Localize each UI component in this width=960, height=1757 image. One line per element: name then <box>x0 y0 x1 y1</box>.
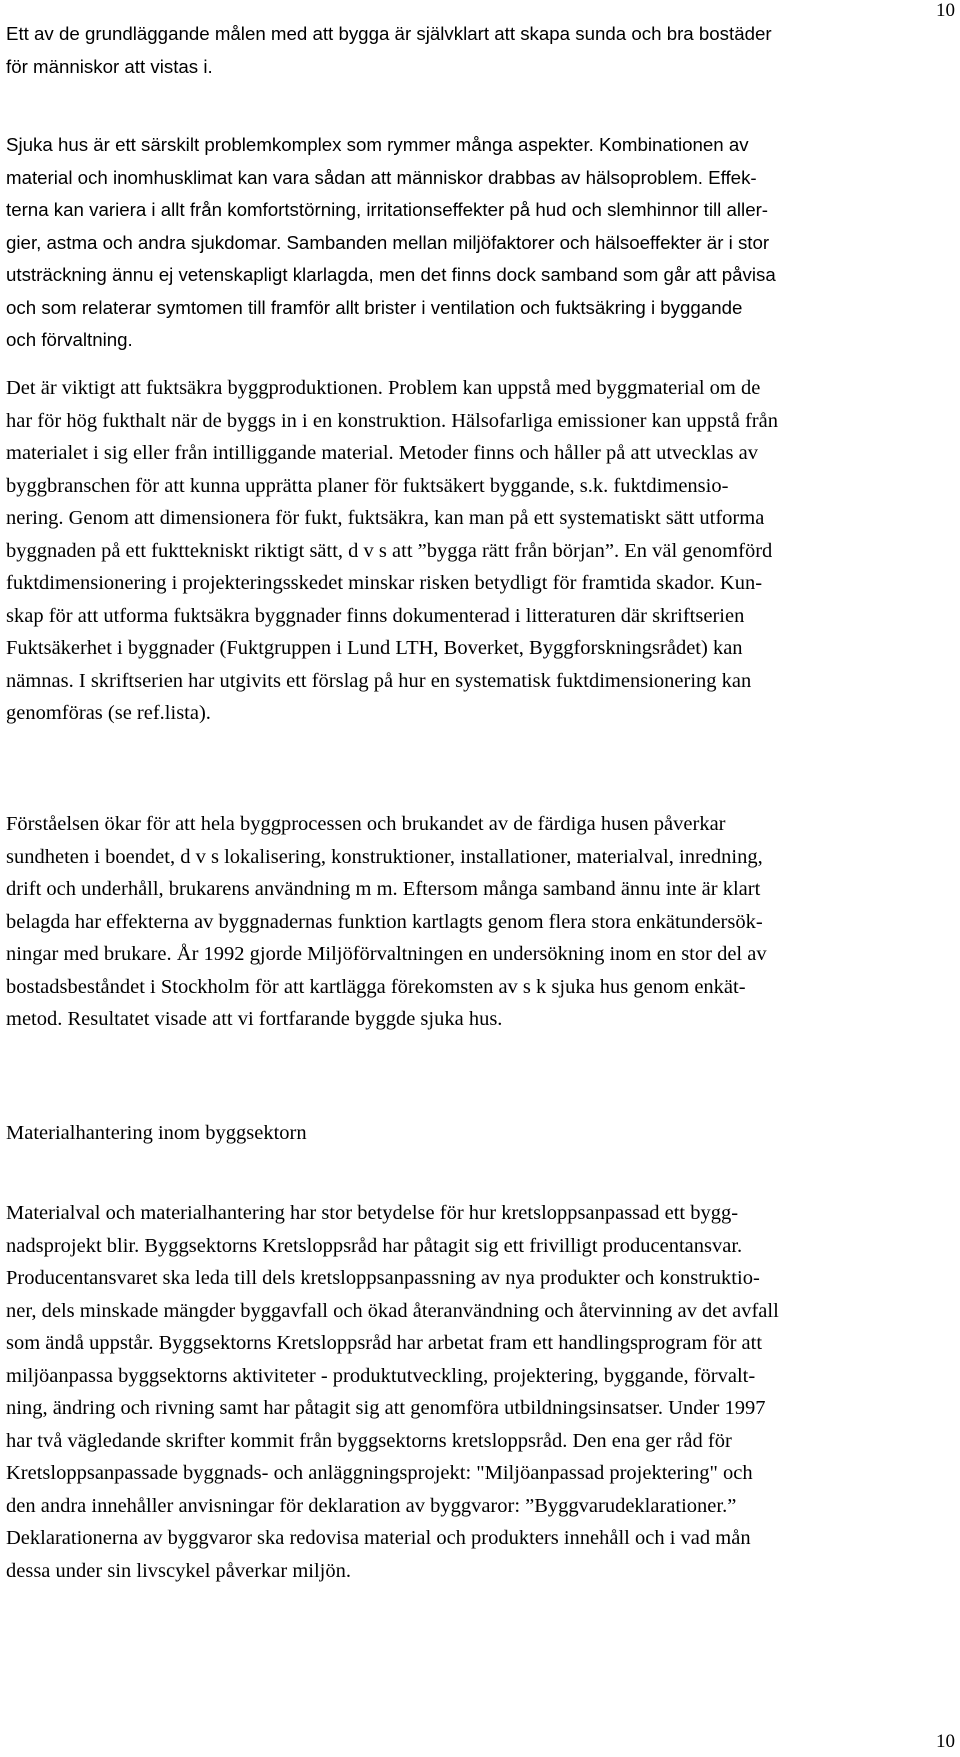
text-line: Producentansvaret ska leda till dels kretsloppsanpassning av nya produkter och konstruktio- <box>6 1267 760 1289</box>
text-line: har för hög fukthalt när de byggs in i en konstruktion. Hälsofarliga emissioner kan uppstå från <box>6 409 778 432</box>
text-line: Materialval och materialhantering har stor betydelse för hur kretsloppsanpassad ett bygg- <box>6 1202 739 1224</box>
text-line: materialet i sig eller från intilliggande material. Metoder finns och håller på att utvecklas av <box>6 442 758 464</box>
text-line: sundheten i boendet, d v s lokalisering, konstruktioner, installationer, materialval, inredning, <box>6 845 763 868</box>
text-line: miljöanpassa byggsektorns aktiviteter - produktutveckling, projektering, byggande, förvalt- <box>6 1364 756 1387</box>
paragraph-fuktsakra <box>6 372 946 730</box>
paragraph-intro <box>6 18 946 83</box>
text-line: byggnaden på ett fukttekniskt riktigt sätt, d v s att ”bygga rätt från början”. En väl genomförd <box>6 539 773 562</box>
text-line: och förvaltning. <box>6 329 133 350</box>
text-line: belagda har effekterna av byggnadernas funktion kartlagts genom flera stora enkätundersök- <box>6 910 763 933</box>
text-line: metod. Resultatet visade att vi fortfarande byggde sjuka hus. <box>6 1008 503 1030</box>
text-line: den andra innehåller anvisningar för deklaration av byggvaror: ”Byggvarudeklarationer.” <box>6 1494 737 1517</box>
text-line: nämnas. I skriftserien har utgivits ett förslag på hur en systematisk fuktdimensionering kan <box>6 669 752 692</box>
text-line: och som relaterar symtomen till framför allt brister i ventilation och fuktsäkring i byggande <box>6 296 743 318</box>
text-line: genomföras (se ref.lista). <box>6 702 211 724</box>
page-number-top: 10 <box>936 0 955 21</box>
text-line: gier, astma och andra sjukdomar. Sambanden mellan miljöfaktorer och hälsoeffekter är i stor <box>6 231 770 253</box>
text-line: material och inomhusklimat kan vara sådan att människor drabbas av hälsoproblem. Effek- <box>6 166 757 188</box>
text-line: nadsprojekt blir. Byggsektorns Kretsloppsråd har påtagit sig ett frivilligt producentansvar. <box>6 1234 743 1257</box>
text-line: för människor att vistas i. <box>6 55 213 77</box>
text-line: dessa under sin livscykel påverkar miljön. <box>6 1559 351 1582</box>
text-line: nering. Genom att dimensionera för fukt, fuktsäkra, kan man på ett systematiskt sätt utforma <box>6 507 765 529</box>
paragraph-sjuka-hus <box>6 129 946 357</box>
text-line: Sjuka hus är ett särskilt problemkomplex som rymmer många aspekter. Kombinationen av <box>6 134 749 155</box>
text-line: Materialhantering inom byggsektorn <box>6 1122 307 1144</box>
text-line: ner, dels minskade mängder byggavfall och ökad återanvändning och återvinning av det avfall <box>6 1299 779 1322</box>
page-number-bottom: 10 <box>936 1731 955 1752</box>
text-line: Förståelsen ökar för att hela byggprocessen och brukandet av de färdiga husen påverkar <box>6 813 726 835</box>
paragraph-forstaelsen <box>6 808 946 1036</box>
text-line: byggbranschen för att kunna upprätta planer för fuktsäkert byggande, s.k. fuktdimensio- <box>6 474 729 497</box>
text-line: fuktdimensionering i projekteringsskedet minskar risken betydligt för framtida skador. Kun- <box>6 572 763 594</box>
text-line: ning, ändring och rivning samt har påtagit sig att genomföra utbildningsinsatser. Under 1997 <box>6 1397 766 1419</box>
text-line: ningar med brukare. År 1992 gjorde Miljöförvaltningen en undersökning inom en stor del av <box>6 943 767 965</box>
text-line: bostadsbeståndet i Stockholm för att kartlägga förekomsten av s k sjuka hus genom enkät- <box>6 975 746 998</box>
text-line: skap för att utforma fuktsäkra byggnader finns dokumenterad i litteraturen där skriftserien <box>6 604 745 627</box>
text-line: Ett av de grundläggande målen med att bygga är självklart att skapa sunda och bra bostäder <box>6 23 772 44</box>
text-line: drift och underhåll, brukarens användning m m. Eftersom många samband ännu inte är klart <box>6 878 761 900</box>
text-line: Deklarationerna av byggvaror ska redovisa material och produkters innehåll och i vad mån <box>6 1527 751 1549</box>
text-line: som ändå uppstår. Byggsektorns Kretsloppsråd har arbetat fram ett handlingsprogram för att <box>6 1332 763 1354</box>
text-line: Det är viktigt att fuktsäkra byggproduktionen. Problem kan uppstå med byggmaterial om de <box>6 377 761 399</box>
text-line: Kretsloppsanpassade byggnads- och anläggningsprojekt: "Miljöanpassad projektering" och <box>6 1462 753 1484</box>
text-line: terna kan variera i allt från komfortstörning, irritationseffekter på hud och slemhinnor till aller- <box>6 199 769 220</box>
paragraph-materialval <box>6 1197 946 1587</box>
text-line: har två vägledande skrifter kommit från byggsektorns kretsloppsråd. Den ena ger råd för <box>6 1429 732 1452</box>
section-heading <box>6 1117 946 1150</box>
text-line: utsträckning ännu ej vetenskapligt klarlagda, men det finns dock samband som går att påvisa <box>6 264 776 285</box>
text-line: Fuktsäkerhet i byggnader (Fuktgruppen i Lund LTH, Boverket, Byggforskningsrådet) kan <box>6 637 743 659</box>
